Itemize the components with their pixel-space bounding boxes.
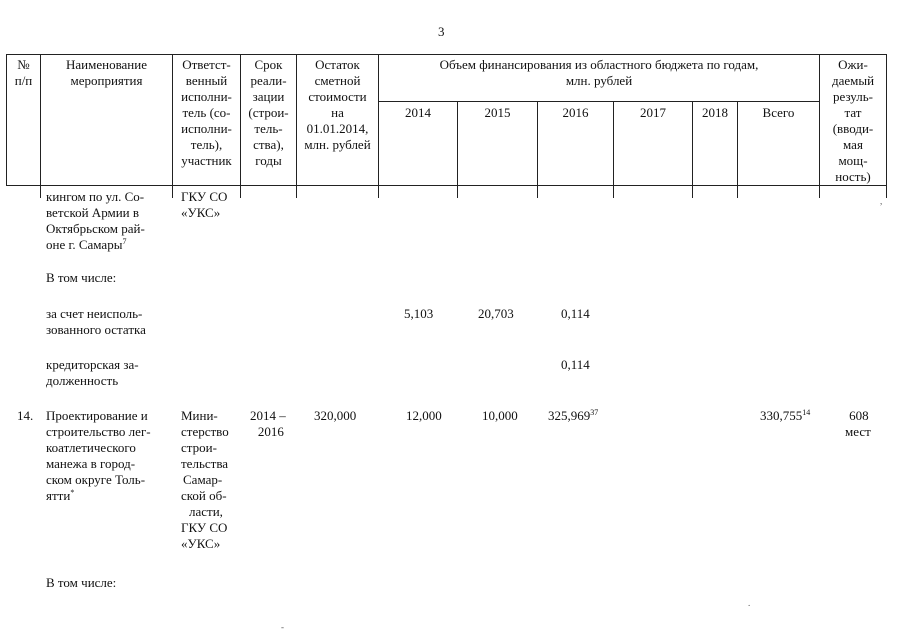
- header-col-financing: Объем финансирования из областного бюджета по годам, млн. рублей: [379, 55, 820, 102]
- header-year-2018: 2018: [693, 102, 738, 186]
- header-year-2016: 2016: [538, 102, 614, 186]
- item-14-2014-value: 12,000: [406, 408, 442, 423]
- item-14-name: Проектирование и строительство лег- коатлетического манежа в город- ском округе Толь- ятти*: [46, 408, 151, 503]
- item-14-executor: Мини- стерство строи- тельства Самар- ской об- ласти, ГКУ СО «УКС»: [181, 408, 229, 551]
- item-14-result: 608 мест: [845, 408, 871, 439]
- scan-speck: ,: [880, 196, 883, 206]
- header-col-result: Ожи- даемый резуль- тат (вводи- мая мощ- ность): [820, 55, 887, 186]
- accounts-payable-2016-value: 0,114: [561, 357, 590, 372]
- header-col-remaining-cost: Остаток сметной стоимости на 01.01.2014, млн. рублей: [297, 55, 379, 186]
- header-year-2014: 2014: [379, 102, 458, 186]
- header-col-number: № п/п: [7, 55, 41, 186]
- header-year-2017: 2017: [614, 102, 693, 186]
- including-label-2: В том числе:: [46, 575, 117, 590]
- item-14-2016-value: 325,969$^{37}$: [548, 408, 599, 423]
- header-col-name: Наименование мероприятия: [41, 55, 173, 186]
- scan-speck: .: [748, 598, 751, 608]
- accounts-payable-label: кредиторская за- долженность: [46, 357, 139, 388]
- header-year-total: Всего: [738, 102, 820, 186]
- unused-2016-value: 0,114: [561, 306, 590, 321]
- item-14-number: 14.: [17, 408, 34, 423]
- continued-item-executor: ГКУ СО «УКС»: [181, 189, 228, 220]
- page-number: 3: [438, 24, 445, 39]
- including-label: В том числе:: [46, 270, 117, 285]
- unused-remainder-label: за счет неисполь- зованного остатка: [46, 306, 146, 337]
- header-col-term: Срок реали- зации (строи- тель- ства), годы: [241, 55, 297, 186]
- header-col-executor: Ответст- венный исполни- тель (со- исполни- тель), участник: [173, 55, 241, 186]
- continued-item-name: кингом по ул. Со- ветской Армии в Октябрьском рай- оне г. Самары$^7$: [46, 189, 145, 252]
- header-year-2015: 2015: [458, 102, 538, 186]
- table-header: [6, 54, 887, 186]
- scan-speck: -: [281, 622, 284, 632]
- unused-2014-value: 5,103: [404, 306, 434, 321]
- item-14-term: 2014 – 2016: [250, 408, 286, 439]
- item-14-remaining-cost: 320,000: [314, 408, 357, 423]
- item-14-2015-value: 10,000: [482, 408, 518, 423]
- item-14-total-value: 330,755$^{14}$: [760, 408, 811, 423]
- unused-2015-value: 20,703: [478, 306, 514, 321]
